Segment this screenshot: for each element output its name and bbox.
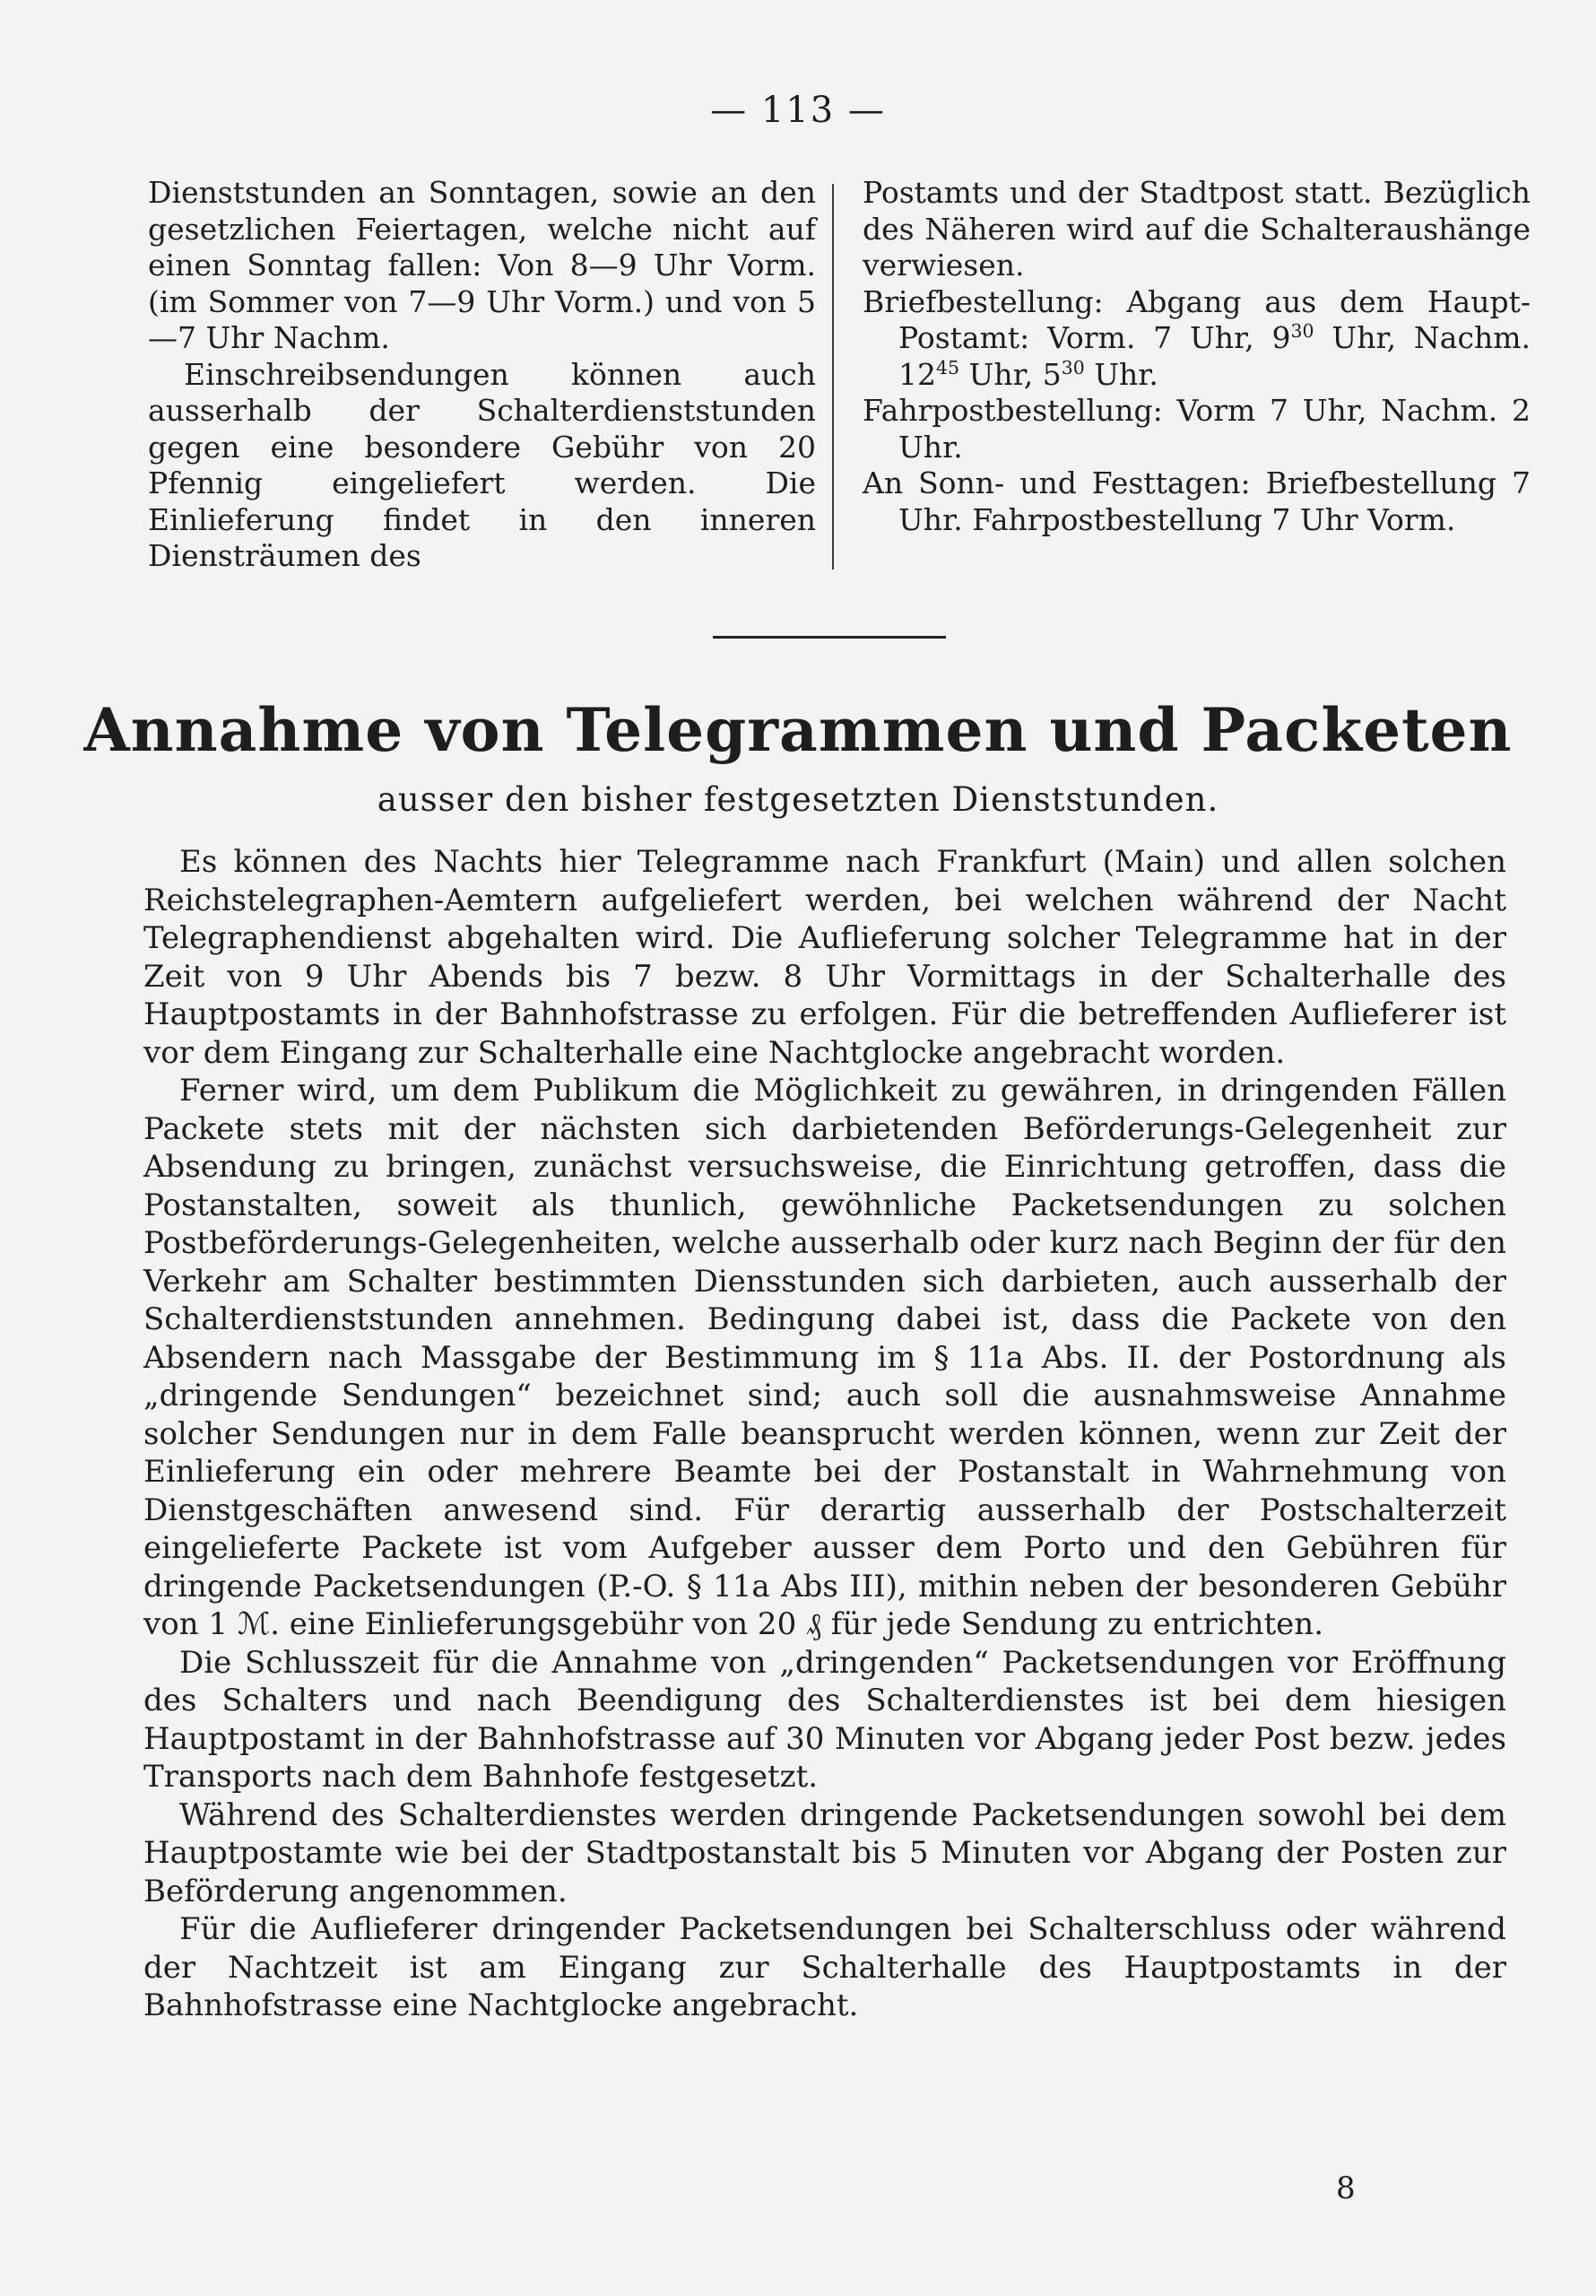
right-paragraph-sonntage: An Sonn- und Festtagen: Briefbestellung 7 Uhr. Fahrpostbestellung 7 Uhr Vorm. xyxy=(863,465,1531,537)
left-column xyxy=(148,175,816,575)
body-paragraph-telegramme: Es können des Nachts hier Telegramme nach Frankfurt (Main) und allen solchen Reichstelegraphen-Aemtern aufgeliefert werden, bei welchen während der Nacht Telegraphendienst abgehalten wird. Die Auflieferung solcher Telegramme hat in der Zeit von 9 Uhr Abends bis 7 bezw. 8 Uhr Vormittags in der Schalterhalle des Hauptpostamts in der Bahnhofstrasse zu erfolgen. Für die betreffenden Auflieferer ist vor dem Eingang zur Schalterhalle eine Nachtglocke angebracht worden. xyxy=(143,844,1506,1071)
body-paragraph-schlusszeit: Die Schlusszeit für die Annahme von „dringenden“ Packetsendungen vor Eröffnung des Schalters und nach Beendigung des Schalterdienstes ist bei dem hiesigen Hauptpostamt in der Bahnhofstrasse auf 30 Minuten vor Abgang jeder Post bezw. jedes Transports nach dem Bahnhofe festgesetzt. xyxy=(143,1644,1506,1795)
body-text xyxy=(143,843,1506,2025)
section-divider-rule xyxy=(713,636,946,639)
section-subheading: ausser den bisher festgesetzten Dienststunden. xyxy=(377,780,1219,819)
column-divider xyxy=(832,184,834,570)
right-paragraph-briefbestellung: Briefbestellung: Abgang aus dem Haupt-Postamt: Vorm. 7 Uhr, $9^{30}$ Uhr, Nachm. $12^{45}$ Uhr, $5^{30}$ Uhr. xyxy=(863,283,1531,392)
section-heading: Annahme von Telegrammen und Packeten xyxy=(83,695,1513,765)
right-paragraph-postamts: Postamts und der Stadtpost statt. Bezüglich des Näheren wird auf die Schalteraushänge verwiesen. xyxy=(863,175,1531,283)
left-paragraph-2: Einschreibsendungen können auch ausserhalb der Schalterdienststunden gegen eine besondere Gebühr von 20 Pfennig eingeliefert werden. Die Einlieferung findet in den inneren Diensträumen des xyxy=(148,356,816,573)
footer-signature-number: 8 xyxy=(1336,2170,1356,2206)
right-paragraph-fahrpostbestellung: Fahrpostbestellung: Vorm 7 Uhr, Nachm. 2 Uhr. xyxy=(863,393,1531,465)
page-number: — 113 — xyxy=(710,90,886,131)
body-paragraph-schalterdienst: Während des Schalterdienstes werden dringende Packetsendungen sowohl bei dem Hauptpostamte wie bei der Stadtpostanstalt bis 5 Minuten vor Abgang der Posten zur Beförderung angenommen. xyxy=(143,1796,1506,1909)
left-paragraph-1: Dienststunden an Sonntagen, sowie an den gesetzlichen Feiertagen, welche nicht auf einen Sonntag fallen: Von 8—9 Uhr Vorm. (im Sommer von 7—9 Uhr Vorm.) und von 5—7 Uhr Nachm. xyxy=(148,175,816,355)
right-column xyxy=(863,175,1531,538)
body-paragraph-packete: Ferner wird, um dem Publikum die Möglichkeit zu gewähren, in dringenden Fällen Packete stets mit der nächsten sich darbietenden Beförderungs-Gelegenheit zur Absendung zu bringen, zunächst versuchsweise, die Einrichtung getroffen, dass die Postanstalten, soweit als thunlich, gewöhnliche Packetsendungen zu solchen Postbeförderungs-Gelegenheiten, welche ausserhalb oder kurz nach Beginn der für den Verkehr am Schalter bestimmten Diensstunden sich darbieten, auch ausserhalb der Schalterdienststunden annehmen. Bedingung dabei ist, dass die Packete von den Absendern nach Massgabe der Bestimmung im § 11a Abs. II. der Postordnung als „dringende Sendungen“ bezeichnet sind; auch soll die ausnahmsweise Annahme solcher Sendungen nur in dem Falle beansprucht werden können, wenn zur Zeit der Einlieferung ein oder mehrere Beamte bei der Postanstalt in Wahrnehmung von Dienstgeschäften anwesend sind. Für derartig ausserhalb der Postschalterzeit eingelieferte Packete ist vom Aufgeber ausser dem Porto und den Gebühren für dringende Packetsendungen (P.-O. § 11a Abs III), mithin neben der besonderen Gebühr von 1 ℳ. eine Einlieferungsgebühr von 20 ₰ für jede Sendung zu entrichten. xyxy=(143,1073,1506,1642)
body-paragraph-nachtglocke: Für die Auflieferer dringender Packetsendungen bei Schalterschluss oder während der Nachtzeit ist am Eingang zur Schalterhalle des Hauptpostamts in der Bahnhofstrasse eine Nachtglocke angebracht. xyxy=(143,1911,1506,2023)
